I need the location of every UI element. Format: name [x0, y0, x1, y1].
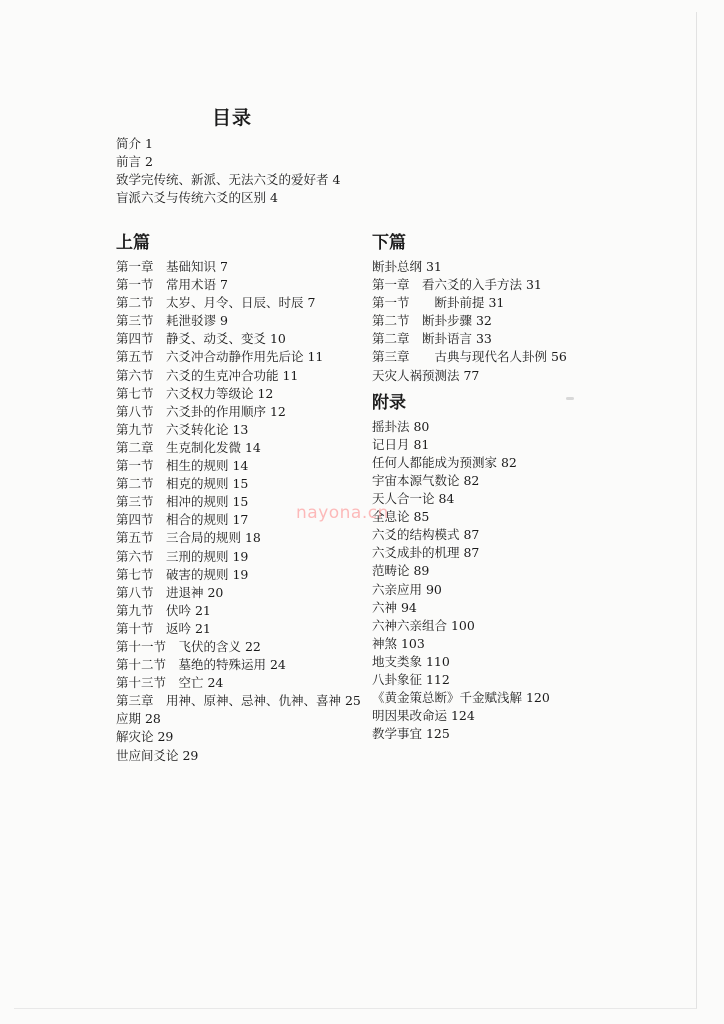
- toc-entry: 第二章 断卦语言 33: [372, 331, 492, 347]
- toc-entry: 第七节 破害的规则 19: [116, 566, 249, 582]
- toc-entry: 第二章 生克制化发微 14: [116, 439, 261, 455]
- toc-entry: 八卦象征 112: [372, 671, 450, 687]
- toc-entry: 前言 2: [116, 154, 153, 170]
- toc-entry: 第五节 六爻冲合动静作用先后论 11: [116, 349, 324, 365]
- toc-entry: 第七节 六爻权力等级论 12: [116, 385, 274, 401]
- toc-entry: 六神六亲组合 100: [372, 617, 475, 633]
- toc-entry: 第二节 相克的规则 15: [116, 476, 249, 492]
- toc-entry: 解灾论 29: [116, 729, 174, 745]
- toc-entry: 第八节 六爻卦的作用顺序 12: [116, 403, 286, 419]
- toc-entry: 六爻的结构模式 87: [372, 527, 480, 543]
- toc-entry: 第三章 用神、原神、忌神、仇神、喜神 25: [116, 693, 361, 709]
- toc-entry: 第一节 断卦前提 31: [372, 295, 505, 311]
- toc-entry: 世应间爻论 29: [116, 747, 199, 763]
- toc-entry: 范畴论 89: [372, 563, 430, 579]
- toc-entry: 摇卦法 80: [372, 418, 430, 434]
- toc-entry: 地支类象 110: [372, 653, 450, 669]
- toc-entry: 第九节 六爻转化论 13: [116, 421, 249, 437]
- toc-entry: 第三章 古典与现代名人卦例 56: [372, 349, 567, 365]
- toc-entry: 第一节 相生的规则 14: [116, 458, 249, 474]
- toc-entry: 第十二节 墓绝的特殊运用 24: [116, 657, 286, 673]
- toc-entry: 记日月 81: [372, 436, 430, 452]
- scan-speck: [566, 397, 574, 400]
- toc-entry: 第九节 伏吟 21: [116, 602, 211, 618]
- toc-entry: 任何人都能成为预测家 82: [372, 454, 517, 470]
- toc-entry: 第一章 看六爻的入手方法 31: [372, 277, 542, 293]
- toc-entry: 第四节 静爻、动爻、变爻 10: [116, 331, 286, 347]
- toc-entry: 盲派六爻与传统六爻的区别 4: [116, 190, 278, 206]
- toc-entry: 神煞 103: [372, 635, 425, 651]
- toc-entry: 宇宙本源气数论 82: [372, 472, 480, 488]
- toc-entry: 天灾人祸预测法 77: [372, 367, 480, 383]
- toc-entry: 第三节 耗泄驳谬 9: [116, 313, 228, 329]
- toc-entry: 第三节 相冲的规则 15: [116, 494, 249, 510]
- toc-entry: 教学事宜 125: [372, 726, 450, 742]
- intro-list: [116, 135, 366, 207]
- toc-entry: 第二节 太岁、月令、日辰、时辰 7: [116, 295, 316, 311]
- toc-entry: 第十节 返吟 21: [116, 620, 211, 636]
- toc-entry: 第一章 基础知识 7: [116, 259, 228, 274]
- toc-entry: 第四节 相合的规则 17: [116, 512, 249, 528]
- toc-entry: 天人合一论 84: [372, 491, 455, 507]
- toc-entry: 第十三节 空亡 24: [116, 675, 224, 691]
- toc-entry: 明因果改命运 124: [372, 708, 475, 724]
- watermark: nayona.cn: [296, 503, 389, 523]
- toc-entry: 第五节 三合局的规则 18: [116, 530, 261, 546]
- toc-entry: 断卦总纲 31: [372, 259, 442, 274]
- toc-entry: 第八节 进退神 20: [116, 584, 224, 600]
- toc-entry: 《黄金策总断》千金赋浅解 120: [372, 690, 550, 706]
- left-column: [116, 231, 366, 765]
- toc-entry: 六爻成卦的机理 87: [372, 545, 480, 561]
- toc-entry: 全息论 85: [372, 509, 430, 525]
- section-heading-part2: 下篇: [372, 233, 406, 253]
- section-heading-part1: 上篇: [116, 233, 150, 253]
- page-title: 目录: [212, 107, 253, 129]
- section-heading-appendix: 附录: [372, 392, 406, 413]
- toc-entry: 第一节 常用术语 7: [116, 277, 228, 293]
- toc-entry: 第二节 断卦步骤 32: [372, 313, 492, 329]
- toc-entry: 致学完传统、新派、无法六爻的爱好者 4: [116, 172, 341, 188]
- toc-entry: 应期 28: [116, 711, 161, 727]
- toc-entry: 第六节 三刑的规则 19: [116, 548, 249, 564]
- toc-entry: 六神 94: [372, 599, 417, 615]
- toc-entry: 第六节 六爻的生克冲合功能 11: [116, 367, 299, 383]
- toc-entry: 第十一节 飞伏的含义 22: [116, 638, 261, 654]
- right-column: [372, 231, 612, 743]
- toc-entry: 简介 1: [116, 136, 153, 151]
- toc-entry: 六亲应用 90: [372, 581, 442, 597]
